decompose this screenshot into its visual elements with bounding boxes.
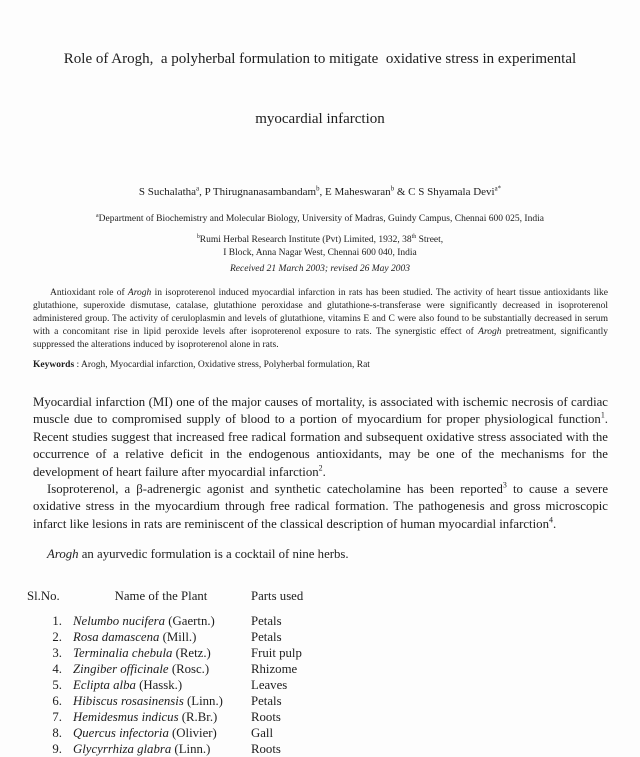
table-row bbox=[27, 725, 640, 741]
received-dates: Received 21 March 2003; revised 26 May 2003 bbox=[230, 264, 410, 274]
plant-name: Eclipta alba bbox=[73, 677, 136, 692]
herbs-table bbox=[27, 588, 640, 757]
row-number: 1. bbox=[52, 613, 62, 628]
row-number: 4. bbox=[52, 661, 62, 676]
title-line-2: myocardial infarction bbox=[255, 111, 385, 127]
table-row bbox=[27, 613, 640, 629]
plant-name: Hibiscus rosasinensis bbox=[73, 693, 184, 708]
authors-line: S Suchalatha$^a$, P Thirugnanasambandam$^b$, E Maheswaran$^b$ & C S Shyamala Devi$^{a*}$ bbox=[138, 185, 502, 198]
herbs-table-header bbox=[27, 588, 640, 604]
table-row bbox=[27, 661, 640, 677]
plant-authority: (Rosc.) bbox=[168, 661, 210, 676]
row-number: 2. bbox=[52, 629, 62, 644]
plant-name: Rosa damascena bbox=[73, 629, 160, 644]
row-number: 3. bbox=[52, 645, 62, 660]
part-used: Fruit pulp bbox=[251, 645, 302, 660]
plant-authority: (Olivier) bbox=[168, 725, 217, 740]
header-parts-used: Parts used bbox=[251, 588, 304, 603]
plant-name: Terminalia chebula bbox=[73, 645, 173, 660]
row-number: 6. bbox=[52, 693, 62, 708]
page-title bbox=[30, 9, 610, 169]
part-used: Roots bbox=[251, 741, 281, 756]
table-row bbox=[27, 709, 640, 725]
plant-name: Hemidesmus indicus bbox=[73, 709, 179, 724]
table-row bbox=[27, 693, 640, 709]
plant-name: Glycyrrhiza glabra bbox=[73, 741, 172, 756]
plant-authority: (Linn.) bbox=[183, 693, 223, 708]
abstract-paragraph: Antioxidant role of Arogh in isoproterenol induced myocardial infarction in rats has been studied. The activity of heart tissue antioxidants like glutathione, superoxide dismutase, catalase, glutathione peroxidase and glutathione-s-transferase were significantly decreased in isoproterenol administered group. The activity of ceruloplasmin and levels of glutathione, vitamins E and C were also found to be substantially decreased in serum with a concomitant rise in lipid peroxide levels after isoproterenol exposure to rats. The synergistic effect of Arogh pretreatment, significantly suppressed the alterations induced by isoproterenol alone in rats. bbox=[33, 288, 608, 350]
row-number: 5. bbox=[52, 677, 62, 692]
table-row bbox=[27, 677, 640, 693]
keywords-line: Keywords : Arogh, Myocardial infarction, Oxidative stress, Polyherbal formulation, Rat bbox=[33, 360, 370, 370]
part-used: Petals bbox=[251, 693, 282, 708]
affiliation-a: $^a$Department of Biochemistry and Molecular Biology, University of Madras, Guindy Campus, Chennai 600 025, India bbox=[96, 212, 544, 224]
part-used: Gall bbox=[251, 725, 274, 740]
plant-name: Nelumbo nucifera bbox=[73, 613, 166, 628]
body-paragraph-3: Arogh an ayurvedic formulation is a cocktail of nine herbs. bbox=[47, 547, 349, 562]
plant-authority: (Hassk.) bbox=[135, 677, 183, 692]
part-used: Rhizome bbox=[251, 661, 298, 676]
part-used: Petals bbox=[251, 629, 282, 644]
part-used: Roots bbox=[251, 709, 281, 724]
row-number: 8. bbox=[52, 725, 62, 740]
plant-authority: (Linn.) bbox=[171, 741, 211, 756]
title-line-1: Role of Arogh, a polyherbal formulation to mitigate oxidative stress in experimental bbox=[63, 51, 577, 67]
part-used: Leaves bbox=[251, 677, 288, 692]
plant-authority: (Gaertn.) bbox=[165, 613, 215, 628]
part-used: Petals bbox=[251, 613, 282, 628]
plant-authority: (R.Br.) bbox=[178, 709, 218, 724]
affiliation-b-line2: I Block, Anna Nagar West, Chennai 600 040, India bbox=[223, 248, 417, 258]
herbs-table-body bbox=[27, 613, 640, 757]
affiliation-b-line1: $^b$Rumi Herbal Research Institute (Pvt) Limited, 1932, 38th Street, bbox=[196, 233, 444, 245]
header-sl-no: Sl.No. bbox=[27, 588, 60, 603]
table-row bbox=[27, 629, 640, 645]
row-number: 7. bbox=[52, 709, 62, 724]
body-paragraph-1: Myocardial infarction (MI) one of the major causes of mortality, is associated with ischemic necrosis of cardiac muscle due to compromised supply of blood to a portion of myocardium for proper physiological function$^1$. Recent studies suggest that increased free radical formation and subsequent oxidative stress associated with the occurrence of a relative deficit in the endogenous antioxidants, may be one of the mechanisms for the development of heart failure after myocardial infarction$^2$. bbox=[33, 395, 608, 479]
plant-authority: (Mill.) bbox=[159, 629, 197, 644]
header-plant-name: Name of the Plant bbox=[114, 588, 208, 603]
plant-name: Quercus infectoria bbox=[73, 725, 169, 740]
row-number: 9. bbox=[52, 741, 62, 756]
table-row bbox=[27, 741, 640, 757]
table-row bbox=[27, 645, 640, 661]
plant-authority: (Retz.) bbox=[172, 645, 211, 660]
plant-name: Zingiber officinale bbox=[73, 661, 169, 676]
body-paragraph-2: Isoproterenol, a β-adrenergic agonist and synthetic catecholamine has been reported$^3$ to cause a severe oxidative stress in the myocardium through free radical formation. The pathogenesis and gross microscopic infarct like lesions in rats are reminiscent of the classical description of human myocardial infarction$^4$. bbox=[33, 480, 608, 531]
